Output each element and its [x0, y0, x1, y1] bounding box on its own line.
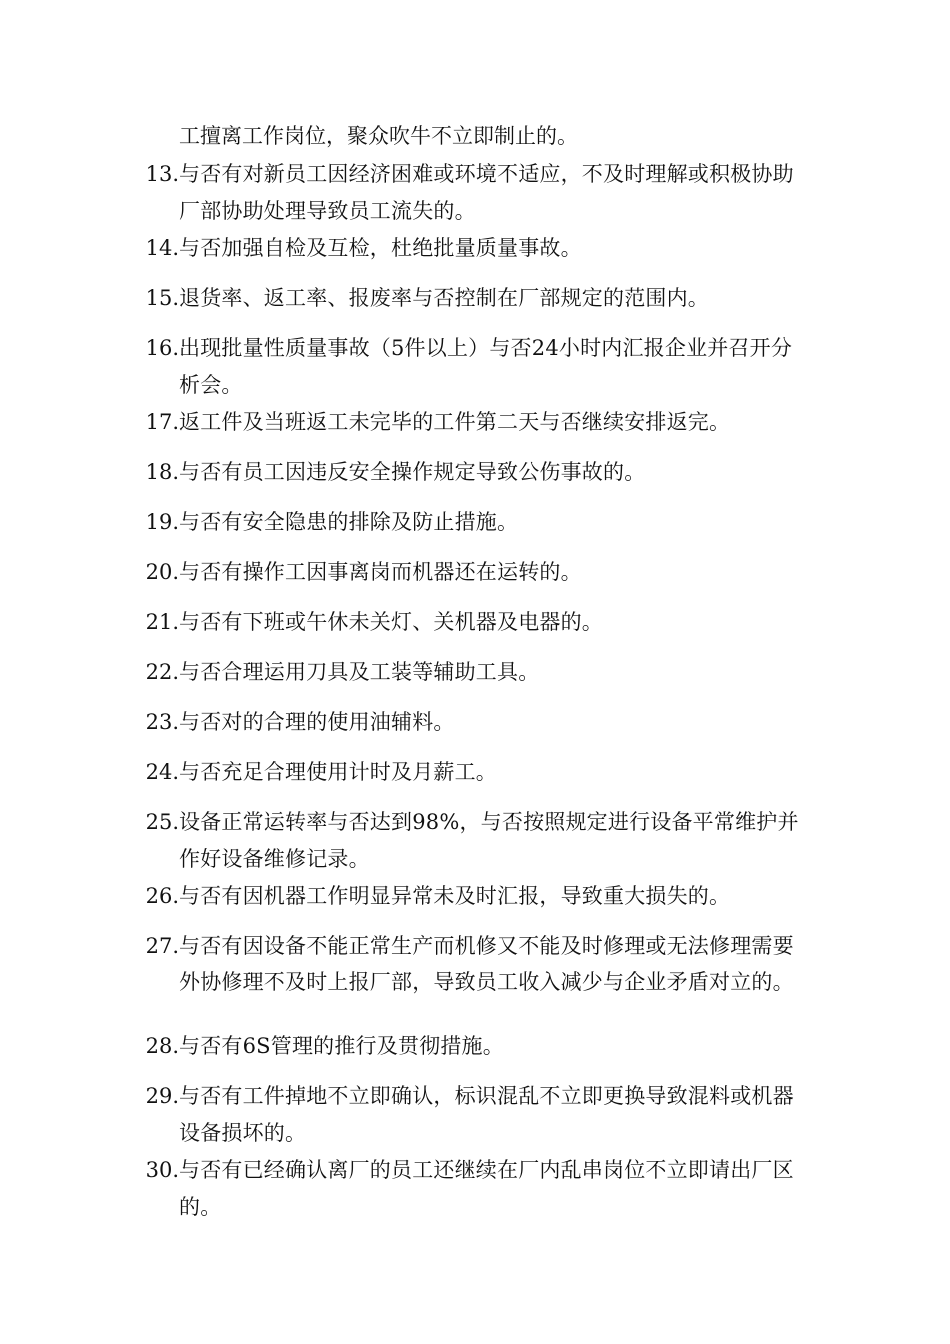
- item-number: 19.: [145, 510, 179, 534]
- list-item-15: [140, 280, 820, 317]
- item-text: 与否合理运用刀具及工装等辅助工具。: [179, 660, 540, 684]
- list-item-25: [140, 804, 820, 878]
- list-item-28: [140, 1028, 820, 1065]
- item-number: 15.: [145, 286, 179, 310]
- item-text: 设备正常运转率与否达到98%，与否按照规定进行设备平常维护并作好设备维修记录。: [179, 810, 799, 871]
- continued-line: 工擅离工作岗位，聚众吹牛不立即制止的。: [179, 124, 578, 148]
- item-number: 14.: [145, 236, 179, 260]
- item-text: 与否有工件掉地不立即确认，标识混乱不立即更换导致混料或机器设备损坏的。: [179, 1084, 794, 1145]
- item-text: 返工件及当班返工未完毕的工件第二天与否继续安排返完。: [179, 410, 731, 434]
- item-text: 出现批量性质量事故（5件以上）与否24小时内汇报企业并召开分析会。: [179, 336, 793, 397]
- item-number: 24.: [145, 760, 179, 784]
- item-number: 18.: [145, 460, 179, 484]
- item-text: 与否有已经确认离厂的员工还继续在厂内乱串岗位不立即请出厂区的。: [179, 1158, 794, 1219]
- item-text: 与否有操作工因事离岗而机器还在运转的。: [179, 560, 582, 584]
- item-number: 22.: [145, 660, 179, 684]
- list-item-24: [140, 754, 820, 791]
- list-item-17: [140, 404, 820, 441]
- item-text: 与否有安全隐患的排除及防止措施。: [179, 510, 519, 534]
- list-item-23: [140, 704, 820, 741]
- item-text: 与否有对新员工因经济困难或环境不适应，不及时理解或积极协助厂部协助处理导致员工流失的。: [179, 162, 794, 223]
- item-number: 17.: [145, 410, 179, 434]
- item-number: 23.: [145, 710, 179, 734]
- list-item-27: [140, 928, 820, 1000]
- list-item-22: [140, 654, 820, 691]
- item-text: 与否有因设备不能正常生产而机修又不能及时修理或无法修理需要外协修理不及时上报厂部，导致员工收入减少与企业矛盾对立的。: [179, 934, 794, 994]
- list-item-30: [140, 1152, 820, 1226]
- item-number: 13.: [145, 162, 179, 186]
- list-item-19: [140, 504, 820, 541]
- item-text: 与否有因机器工作明显异常未及时汇报，导致重大损失的。: [179, 884, 731, 908]
- item-number: 26.: [145, 884, 179, 908]
- item-text: 与否有6S管理的推行及贯彻措施。: [179, 1034, 504, 1058]
- list-item-13: [140, 156, 820, 230]
- list-item-14: [140, 230, 820, 267]
- item-number: 25.: [145, 810, 179, 834]
- item-number: 28.: [145, 1034, 179, 1058]
- list-item-21: [140, 604, 820, 641]
- item-text: 退货率、返工率、报废率与否控制在厂部规定的范围内。: [179, 286, 709, 310]
- item-number: 29.: [145, 1084, 179, 1108]
- item-number: 27.: [145, 934, 179, 958]
- item-number: 16.: [145, 336, 179, 360]
- item-text: 与否对的合理的使用油辅料。: [179, 710, 455, 734]
- item-number: 30.: [145, 1158, 179, 1182]
- list-item-20: [140, 554, 820, 591]
- item-text: 与否有员工因违反安全操作规定导致公伤事故的。: [179, 460, 646, 484]
- list-item-26: [140, 878, 820, 915]
- list-item-16: [140, 330, 820, 404]
- item-number: 21.: [145, 610, 179, 634]
- item-text: 与否有下班或午休未关灯、关机器及电器的。: [179, 610, 603, 634]
- item-number: 20.: [145, 560, 179, 584]
- item-text: 与否加强自检及互检，杜绝批量质量事故。: [179, 236, 582, 260]
- item-text: 与否充足合理使用计时及月薪工。: [179, 760, 497, 784]
- list-item-18: [140, 454, 820, 491]
- list-item-29: [140, 1078, 820, 1152]
